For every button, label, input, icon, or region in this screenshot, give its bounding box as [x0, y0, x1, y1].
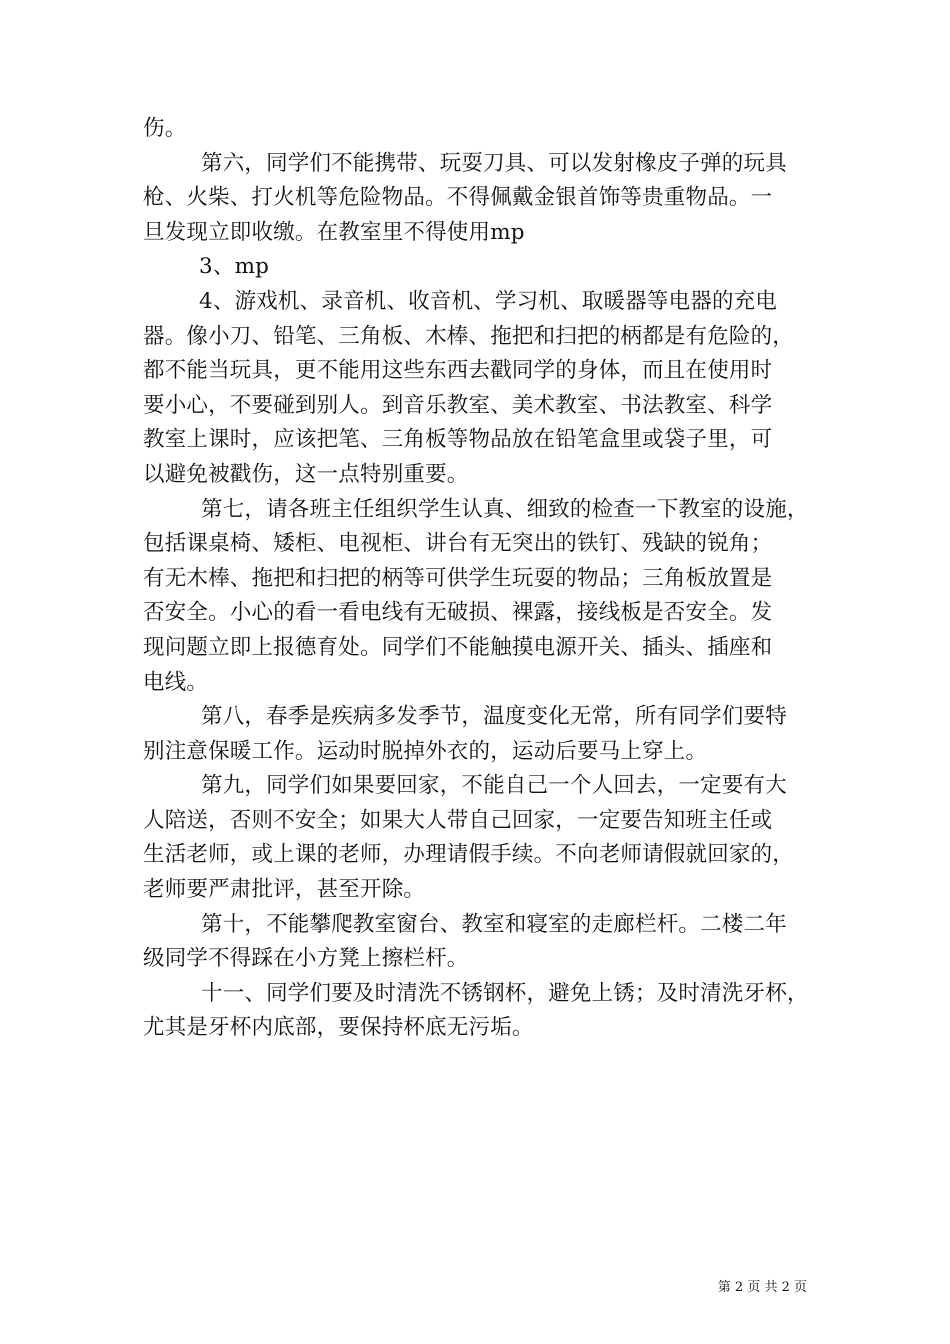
paragraph-start-line: 第七，请各班主任组织学生认真、细致的检查一下教室的设施，: [201, 496, 809, 522]
text-line: 人陪送，否则不安全；如果大人带自己回家，一定要告知班主任或: [143, 807, 773, 833]
paragraph-start-line: 十一、同学们要及时清洗不锈钢杯，避免上锈；及时清洗牙杯，: [201, 980, 809, 1006]
text-line: 电线。: [143, 669, 209, 695]
text-line: 老师要严肃批评，甚至开除。: [143, 877, 426, 903]
text-line: 器。像小刀、铅笔、三角板、木棒、拖把和扫把的柄都是有危险的，: [143, 323, 795, 349]
paragraph-start-line: 第八，春季是疾病多发季节，温度变化无常，所有同学们要特: [201, 704, 787, 730]
paragraph-start-line: 第六，同学们不能携带、玩耍刀具、可以发射橡皮子弹的玩具: [201, 150, 787, 176]
text-line: 别注意保暖工作。运动时脱掉外衣的，运动后要马上穿上。: [143, 738, 708, 764]
paragraph-start-line: 第九，同学们如果要回家，不能自己一个人回去，一定要有大: [201, 773, 787, 799]
text-line: 现问题立即上报德育处。同学们不能触摸电源开关、插头、插座和: [143, 634, 773, 660]
page-number: 第 2 页 共 2 页: [717, 1280, 807, 1295]
paragraph-start-line: 3、mp: [199, 254, 270, 280]
text-line: 枪、火柴、打火机等危险物品。不得佩戴金银首饰等贵重物品。一: [143, 185, 773, 211]
text-line: 生活老师，或上课的老师，办理请假手续。不向老师请假就回家的，: [143, 842, 795, 868]
text-line: 要小心，不要碰到别人。到音乐教室、美术教室、书法教室、科学: [143, 392, 773, 418]
paragraph-start-line: 4、游戏机、录音机、收音机、学习机、取暖器等电器的充电: [199, 288, 778, 314]
text-line: 有无木棒、拖把和扫把的柄等可供学生玩耍的物品；三角板放置是: [143, 565, 773, 591]
paragraph-start-line: 第十，不能攀爬教室窗台、教室和寝室的走廊栏杆。二楼二年: [201, 911, 787, 937]
text-line: 尤其是牙杯内底部，要保持杯底无污垢。: [143, 1015, 534, 1041]
text-line: 包括课桌椅、矮柜、电视柜、讲台有无突出的铁钉、残缺的锐角；: [143, 531, 773, 557]
text-line: 级同学不得踩在小方凳上擦栏杆。: [143, 946, 469, 972]
text-line: 以避免被戳伤，这一点特别重要。: [143, 461, 469, 487]
text-line: 旦发现立即收缴。在教室里不得使用mp: [143, 219, 525, 245]
document-body: [143, 112, 808, 1046]
text-line: 教室上课时，应该把笔、三角板等物品放在铅笔盒里或袋子里，可: [143, 427, 773, 453]
text-line: 都不能当玩具，更不能用这些东西去戳同学的身体，而且在使用时: [143, 358, 773, 384]
text-line: 否安全。小心的看一看电线有无破损、裸露，接线板是否安全。发: [143, 600, 773, 626]
text-line: 伤。: [143, 116, 187, 141]
